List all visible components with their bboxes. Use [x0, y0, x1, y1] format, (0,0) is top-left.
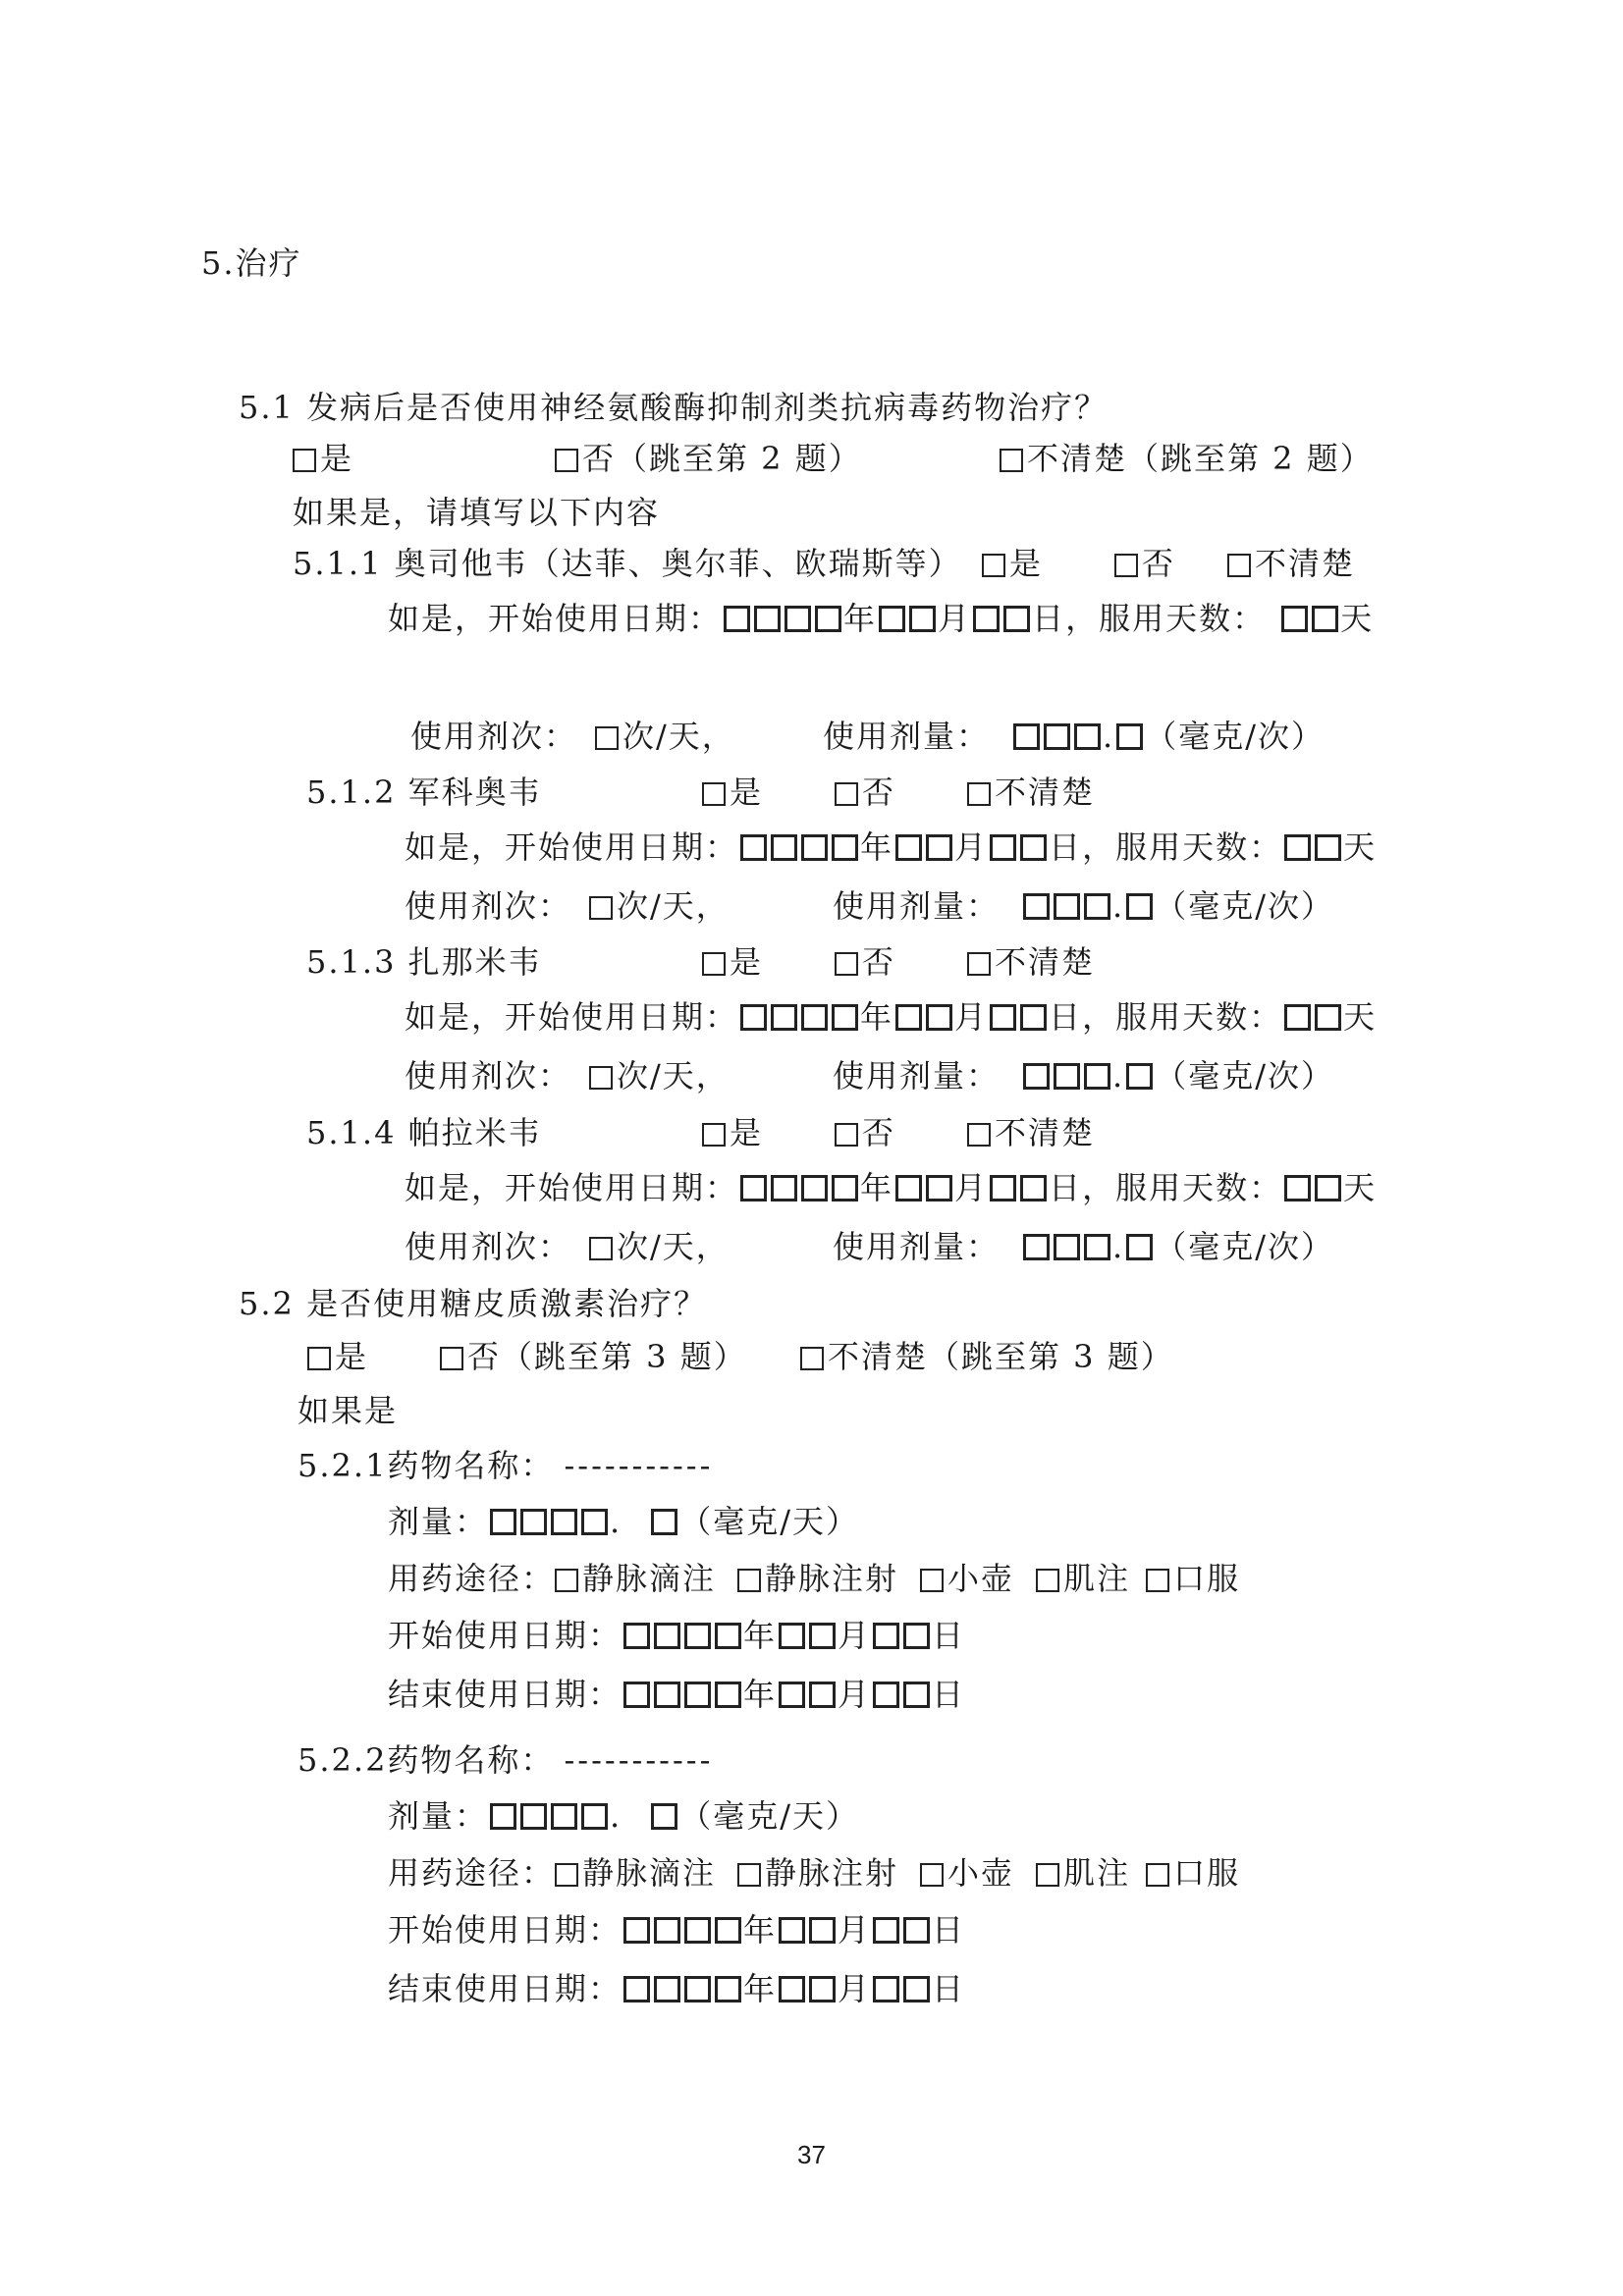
option-yes[interactable]: 是 — [982, 544, 1043, 583]
item-5-2-2-start-row — [388, 1910, 965, 1949]
checkbox-icon[interactable] — [982, 554, 1005, 577]
dose-digit-box[interactable] — [581, 1509, 608, 1535]
drug-5-1-1-options — [982, 544, 1043, 583]
dose-label: 剂量： — [388, 1503, 489, 1540]
q52-option-yes-wrap — [307, 1337, 368, 1376]
option-unclear[interactable]: 不清楚 — [967, 942, 1095, 982]
drug-5-1-2-freq-row — [405, 886, 730, 926]
dose-digit-box[interactable] — [551, 1803, 577, 1830]
option-no[interactable]: 否 — [835, 942, 895, 982]
drug-5-1-3-date-row — [405, 997, 1377, 1037]
item-5-2-1-start-row — [388, 1616, 965, 1655]
dose-label: 使用剂量： — [833, 887, 1001, 925]
day-digit-box[interactable] — [903, 1976, 930, 2002]
q51-option-yes[interactable]: 是 — [293, 439, 353, 478]
dose-dot: . — [1112, 887, 1125, 925]
year-digit-box[interactable] — [623, 1976, 650, 2002]
month-label: 月 — [954, 998, 989, 1036]
year-digit-box[interactable] — [740, 1004, 767, 1031]
month-digit-box[interactable] — [809, 1682, 836, 1708]
checkbox-icon[interactable] — [1146, 1863, 1169, 1887]
start-date-label: 开始使用日期： — [388, 1617, 622, 1654]
drug-name-blank[interactable]: ----------- — [564, 1741, 714, 1779]
checkbox-icon[interactable] — [307, 1347, 331, 1370]
checkbox-icon[interactable] — [737, 1569, 761, 1592]
day-digit-box[interactable] — [1020, 834, 1047, 861]
q52-if-yes: 如果是 — [298, 1392, 399, 1429]
checkbox-icon[interactable] — [555, 1569, 578, 1592]
section-title: 5.治疗 — [201, 244, 302, 282]
month-label: 月 — [838, 1676, 872, 1713]
checkbox-icon[interactable] — [967, 1123, 991, 1147]
dose-label: 使用剂量： — [833, 1228, 1001, 1265]
month-label: 月 — [838, 1970, 872, 2007]
year-digit-box[interactable] — [754, 606, 781, 632]
dose-unit: （毫克/次） — [1145, 718, 1325, 755]
days-label: ，服用天数： — [1082, 1169, 1283, 1206]
freq-box[interactable] — [589, 1066, 613, 1090]
month-digit-box[interactable] — [779, 1976, 805, 2002]
question-5-1: 5.1 发病后是否使用神经氨酸酶抑制剂类抗病毒药物治疗？ — [239, 389, 1109, 426]
route-option[interactable]: 口服 — [1146, 1853, 1240, 1893]
drug-name-blank[interactable]: ----------- — [564, 1447, 714, 1484]
days-digit-box[interactable] — [1312, 606, 1338, 632]
dose-digit-box[interactable] — [1013, 723, 1040, 750]
dose-digit-box[interactable] — [1084, 1234, 1110, 1260]
day-digit-box[interactable] — [873, 1917, 899, 1944]
month-digit-box[interactable] — [926, 1004, 952, 1031]
drug-5-1-4-yes — [702, 1113, 763, 1152]
freq-box[interactable] — [595, 726, 619, 750]
dose-dot: . — [1103, 718, 1115, 755]
day-digit-box[interactable] — [873, 1623, 899, 1649]
day-unit: 天 — [1343, 998, 1378, 1036]
option-no[interactable]: 否 — [1114, 544, 1175, 583]
dose-dot: . — [1112, 1057, 1125, 1095]
drug-5-1-4-header — [306, 1113, 542, 1152]
drug-5-1-3-freq-row — [405, 1056, 730, 1095]
drug-5-1-2-dose-row — [833, 886, 1334, 926]
year-digit-box[interactable] — [801, 834, 828, 861]
dose-dot: . — [1112, 1228, 1125, 1265]
drug-5-1-1-dose-row — [823, 717, 1325, 756]
dose-digit-box[interactable] — [1054, 893, 1080, 920]
days-label: ，服用天数： — [1082, 828, 1283, 866]
drug-5-1-4-unclear — [967, 1113, 1095, 1152]
start-date-label: 如是，开始使用日期： — [388, 600, 723, 637]
days-label: ，服用天数： — [1065, 600, 1267, 637]
year-digit-box[interactable] — [684, 1917, 711, 1944]
year-digit-box[interactable] — [832, 1175, 858, 1201]
end-date-label: 结束使用日期： — [388, 1676, 622, 1713]
q51-option-unclear[interactable]: 不清楚（跳至第 2 题） — [1000, 439, 1374, 478]
year-digit-box[interactable] — [740, 1175, 767, 1201]
drug-5-1-4-date-row — [405, 1168, 1377, 1207]
start-date-label: 如是，开始使用日期： — [405, 998, 739, 1036]
checkbox-icon[interactable] — [440, 1347, 463, 1370]
year-digit-box[interactable] — [715, 1623, 741, 1649]
drug-5-1-2-no — [835, 773, 895, 812]
item-number: 5.2.2 — [298, 1741, 388, 1779]
dose-digit-box[interactable] — [1126, 1234, 1153, 1260]
option-no[interactable]: 否 — [835, 1113, 895, 1152]
month-digit-box[interactable] — [909, 606, 936, 632]
checkbox-icon[interactable] — [702, 1123, 726, 1147]
q52-option-no[interactable]: 否（跳至第 3 题） — [440, 1337, 747, 1376]
year-digit-box[interactable] — [771, 1175, 797, 1201]
q52-option-unclear[interactable]: 不清楚（跳至第 3 题） — [800, 1337, 1174, 1376]
drug-5-1-3-yes — [702, 942, 763, 982]
route-option[interactable]: 小壶 — [920, 1559, 1014, 1598]
q51-if-yes: 如果是，请填写以下内容 — [293, 494, 661, 531]
day-digit-box[interactable] — [903, 1623, 930, 1649]
day-digit-box[interactable] — [990, 834, 1016, 861]
day-digit-box[interactable] — [903, 1917, 930, 1944]
dose-digit-box[interactable] — [1023, 893, 1050, 920]
month-digit-box[interactable] — [779, 1682, 805, 1708]
year-label: 年 — [843, 600, 878, 637]
year-digit-box[interactable] — [724, 606, 750, 632]
year-digit-box[interactable] — [684, 1976, 711, 2002]
month-digit-box[interactable] — [926, 834, 952, 861]
dose-digit-box[interactable] — [1054, 1234, 1080, 1260]
q52-option-unclear-wrap — [800, 1337, 1174, 1376]
checkbox-icon[interactable] — [835, 1123, 858, 1147]
year-digit-box[interactable] — [654, 1682, 680, 1708]
drug-name-label: 药物名称： — [387, 1741, 555, 1779]
freq-box[interactable] — [589, 1237, 613, 1260]
month-label: 月 — [838, 1617, 872, 1654]
dose-digit-box[interactable] — [520, 1803, 547, 1830]
checkbox-icon[interactable] — [1146, 1569, 1169, 1592]
dose-digit-box[interactable] — [1074, 723, 1101, 750]
day-label: 日 — [1049, 828, 1083, 866]
year-digit-box[interactable] — [623, 1623, 650, 1649]
item-5-2-2-dose-row — [388, 1796, 859, 1836]
dose-unit: （毫克/次） — [1155, 1057, 1334, 1095]
checkbox-icon[interactable] — [555, 449, 578, 472]
start-date-label: 如是，开始使用日期： — [405, 828, 739, 866]
year-label: 年 — [743, 1911, 778, 1949]
dose-label: 剂量： — [388, 1797, 489, 1835]
year-digit-box[interactable] — [654, 1976, 680, 2002]
day-label: 日 — [932, 1676, 966, 1713]
year-label: 年 — [860, 828, 894, 866]
month-digit-box[interactable] — [926, 1175, 952, 1201]
checkbox-icon[interactable] — [1036, 1863, 1059, 1887]
year-digit-box[interactable] — [623, 1682, 650, 1708]
checkbox-icon[interactable] — [835, 782, 858, 806]
q51-option-unclear-wrap — [1000, 439, 1374, 478]
freq-box[interactable] — [589, 896, 613, 920]
option-yes[interactable]: 是 — [702, 773, 763, 812]
route-option[interactable]: 肌注 — [1036, 1559, 1130, 1598]
year-digit-box[interactable] — [801, 1004, 828, 1031]
year-digit-box[interactable] — [715, 1976, 741, 2002]
drug-5-1-3-no — [835, 942, 895, 982]
drug-5-1-1-options-no — [1114, 544, 1175, 583]
day-unit: 天 — [1343, 828, 1378, 866]
dose-unit: （毫克/天） — [679, 1797, 859, 1835]
day-label: 日 — [1049, 998, 1083, 1036]
drug-number: 5.1.3 — [306, 943, 397, 981]
drug-name: 奥司他韦（达菲、奥尔菲、欧瑞斯等） — [394, 545, 962, 582]
option-yes[interactable]: 是 — [702, 1113, 763, 1152]
checkbox-icon[interactable] — [737, 1863, 761, 1887]
dose-digit-box[interactable] — [520, 1509, 547, 1535]
checkbox-icon[interactable] — [555, 1863, 578, 1887]
route-option[interactable]: 静脉注射 — [737, 1853, 898, 1893]
q51-option-no-wrap — [555, 439, 862, 478]
dose-dot: . — [610, 1797, 622, 1835]
year-digit-box[interactable] — [715, 1682, 741, 1708]
freq-label: 使用剂次： — [405, 887, 572, 925]
item-5-2-1-dose-row — [388, 1502, 859, 1541]
year-label: 年 — [743, 1970, 778, 2007]
day-label: 日 — [932, 1911, 966, 1949]
dose-label: 使用剂量： — [833, 1057, 1001, 1095]
day-label: 日 — [1049, 1169, 1083, 1206]
checkbox-icon[interactable] — [835, 952, 858, 976]
route-option[interactable]: 静脉滴注 — [555, 1559, 716, 1598]
month-label: 月 — [838, 1911, 872, 1949]
freq-unit: 次/天， — [617, 887, 730, 925]
year-digit-box[interactable] — [684, 1682, 711, 1708]
drug-5-1-1-date-row — [388, 599, 1374, 638]
month-label: 月 — [954, 1169, 989, 1206]
month-digit-box[interactable] — [809, 1917, 836, 1944]
dose-label: 使用剂量： — [823, 718, 991, 755]
dose-digit-box[interactable] — [1023, 1063, 1050, 1090]
checkbox-icon[interactable] — [920, 1569, 944, 1592]
days-digit-box[interactable] — [1315, 834, 1341, 861]
drug-5-1-4-dose-row — [833, 1227, 1334, 1266]
month-digit-box[interactable] — [809, 1623, 836, 1649]
drug-name: 军科奥韦 — [407, 774, 542, 811]
day-label: 日 — [932, 1617, 966, 1654]
checkbox-icon[interactable] — [1114, 554, 1138, 577]
year-digit-box[interactable] — [623, 1917, 650, 1944]
option-no[interactable]: 否 — [835, 773, 895, 812]
item-5-2-1-header — [298, 1446, 713, 1485]
drug-5-1-2-header — [306, 773, 542, 812]
dose-digit-box[interactable] — [1084, 893, 1110, 920]
year-digit-box[interactable] — [801, 1175, 828, 1201]
dose-digit-box[interactable] — [651, 1803, 677, 1830]
month-digit-box[interactable] — [809, 1976, 836, 2002]
route-option[interactable]: 静脉注射 — [737, 1559, 898, 1598]
day-digit-box[interactable] — [873, 1976, 899, 2002]
drug-5-1-2-unclear — [967, 773, 1095, 812]
dose-unit: （毫克/次） — [1155, 887, 1334, 925]
drug-5-1-4-no — [835, 1113, 895, 1152]
month-digit-box[interactable] — [779, 1917, 805, 1944]
day-digit-box[interactable] — [903, 1682, 930, 1708]
route-label: 用药途径： — [388, 1854, 556, 1892]
year-label: 年 — [860, 1169, 894, 1206]
drug-number: 5.1.1 — [293, 545, 383, 582]
option-unclear[interactable]: 不清楚 — [967, 773, 1095, 812]
dose-digit-box[interactable] — [1126, 1063, 1153, 1090]
q51-option-no[interactable]: 否（跳至第 2 题） — [555, 439, 862, 478]
page-number: 37 — [797, 2140, 826, 2169]
dose-digit-box[interactable] — [490, 1803, 516, 1830]
dose-digit-box[interactable] — [651, 1509, 677, 1535]
day-digit-box[interactable] — [873, 1682, 899, 1708]
q51-options-row — [293, 439, 353, 478]
freq-unit: 次/天， — [617, 1057, 730, 1095]
end-date-label: 结束使用日期： — [388, 1970, 622, 2007]
checkbox-icon[interactable] — [967, 952, 991, 976]
drug-number: 5.1.2 — [306, 774, 397, 811]
dose-digit-box[interactable] — [551, 1509, 577, 1535]
year-label: 年 — [743, 1617, 778, 1654]
day-digit-box[interactable] — [990, 1175, 1016, 1201]
days-digit-box[interactable] — [1284, 1004, 1311, 1031]
item-number: 5.2.1 — [298, 1447, 388, 1484]
item-5-2-1-end-row — [388, 1675, 965, 1714]
year-digit-box[interactable] — [684, 1623, 711, 1649]
dose-digit-box[interactable] — [1084, 1063, 1110, 1090]
checkbox-icon[interactable] — [1227, 554, 1251, 577]
dose-digit-box[interactable] — [1054, 1063, 1080, 1090]
checkbox-icon[interactable] — [920, 1863, 944, 1887]
year-digit-box[interactable] — [771, 834, 797, 861]
checkbox-icon[interactable] — [1000, 449, 1023, 472]
dose-digit-box[interactable] — [581, 1803, 608, 1830]
month-digit-box[interactable] — [879, 606, 905, 632]
checkbox-icon[interactable] — [800, 1347, 824, 1370]
days-digit-box[interactable] — [1315, 1175, 1341, 1201]
day-label: 日 — [1032, 600, 1066, 637]
year-digit-box[interactable] — [740, 834, 767, 861]
option-yes[interactable]: 是 — [702, 942, 763, 982]
drug-number: 5.1.4 — [306, 1114, 397, 1151]
checkbox-icon[interactable] — [702, 782, 726, 806]
dose-digit-box[interactable] — [490, 1509, 516, 1535]
drug-name-label: 药物名称： — [387, 1447, 555, 1484]
dose-unit: （毫克/次） — [1155, 1228, 1334, 1265]
q52-option-yes[interactable]: 是 — [307, 1337, 368, 1376]
days-digit-box[interactable] — [1315, 1004, 1341, 1031]
day-unit: 天 — [1340, 600, 1375, 637]
day-digit-box[interactable] — [1020, 1004, 1047, 1031]
year-label: 年 — [743, 1676, 778, 1713]
year-digit-box[interactable] — [832, 1004, 858, 1031]
year-digit-box[interactable] — [715, 1917, 741, 1944]
option-unclear[interactable]: 不清楚 — [1227, 544, 1355, 583]
drug-5-1-3-header — [306, 942, 542, 982]
day-digit-box[interactable] — [1003, 606, 1030, 632]
freq-label: 使用剂次： — [410, 718, 578, 755]
days-label: ，服用天数： — [1082, 998, 1283, 1036]
freq-unit: 次/天， — [622, 718, 735, 755]
route-option[interactable]: 静脉滴注 — [555, 1853, 716, 1893]
dose-digit-box[interactable] — [1023, 1234, 1050, 1260]
year-digit-box[interactable] — [815, 606, 841, 632]
freq-label: 使用剂次： — [405, 1228, 572, 1265]
day-unit: 天 — [1343, 1169, 1378, 1206]
drug-5-1-4-freq-row — [405, 1227, 730, 1266]
item-5-2-2-header — [298, 1740, 713, 1780]
drug-5-1-1-freq-row — [410, 717, 735, 756]
year-digit-box[interactable] — [832, 834, 858, 861]
year-digit-box[interactable] — [654, 1917, 680, 1944]
checkbox-icon[interactable] — [1036, 1569, 1059, 1592]
start-date-label: 如是，开始使用日期： — [405, 1169, 739, 1206]
year-digit-box[interactable] — [654, 1623, 680, 1649]
start-date-label: 开始使用日期： — [388, 1911, 622, 1949]
freq-unit: 次/天， — [617, 1228, 730, 1265]
day-digit-box[interactable] — [1020, 1175, 1047, 1201]
days-digit-box[interactable] — [1284, 834, 1311, 861]
option-unclear[interactable]: 不清楚 — [967, 1113, 1095, 1152]
route-option[interactable]: 口服 — [1146, 1559, 1240, 1598]
item-5-2-1-route-row — [388, 1559, 1240, 1598]
checkbox-icon[interactable] — [702, 952, 726, 976]
dose-dot: . — [610, 1503, 622, 1540]
route-label: 用药途径： — [388, 1560, 556, 1597]
dose-unit: （毫克/天） — [679, 1503, 859, 1540]
dose-digit-box[interactable] — [1044, 723, 1070, 750]
month-label: 月 — [938, 600, 972, 637]
checkbox-icon[interactable] — [293, 449, 316, 472]
item-5-2-2-route-row — [388, 1853, 1240, 1893]
month-digit-box[interactable] — [779, 1623, 805, 1649]
question-5-2: 5.2 是否使用糖皮质激素治疗？ — [239, 1285, 708, 1322]
dose-digit-box[interactable] — [1116, 723, 1143, 750]
drug-name: 扎那米韦 — [407, 943, 542, 981]
days-digit-box[interactable] — [1284, 1175, 1311, 1201]
checkbox-icon[interactable] — [967, 782, 991, 806]
year-digit-box[interactable] — [771, 1004, 797, 1031]
drug-5-1-3-unclear — [967, 942, 1095, 982]
drug-5-1-1-options-unclear — [1227, 544, 1355, 583]
day-digit-box[interactable] — [990, 1004, 1016, 1031]
drug-name: 帕拉米韦 — [407, 1114, 542, 1151]
route-option[interactable]: 小壶 — [920, 1853, 1014, 1893]
days-digit-box[interactable] — [1281, 606, 1308, 632]
year-label: 年 — [860, 998, 894, 1036]
dose-digit-box[interactable] — [1126, 893, 1153, 920]
route-option[interactable]: 肌注 — [1036, 1853, 1130, 1893]
day-digit-box[interactable] — [973, 606, 1000, 632]
freq-label: 使用剂次： — [405, 1057, 572, 1095]
q52-option-no-wrap — [440, 1337, 747, 1376]
month-label: 月 — [954, 828, 989, 866]
drug-5-1-2-date-row — [405, 828, 1377, 867]
drug-5-1-2-yes — [702, 773, 763, 812]
item-5-2-2-end-row — [388, 1969, 965, 2008]
day-label: 日 — [932, 1970, 966, 2007]
drug-5-1-3-dose-row — [833, 1056, 1334, 1095]
month-digit-box[interactable] — [895, 834, 922, 861]
drug-5-1-1-header — [293, 544, 962, 583]
year-digit-box[interactable] — [784, 606, 811, 632]
month-digit-box[interactable] — [895, 1175, 922, 1201]
month-digit-box[interactable] — [895, 1004, 922, 1031]
